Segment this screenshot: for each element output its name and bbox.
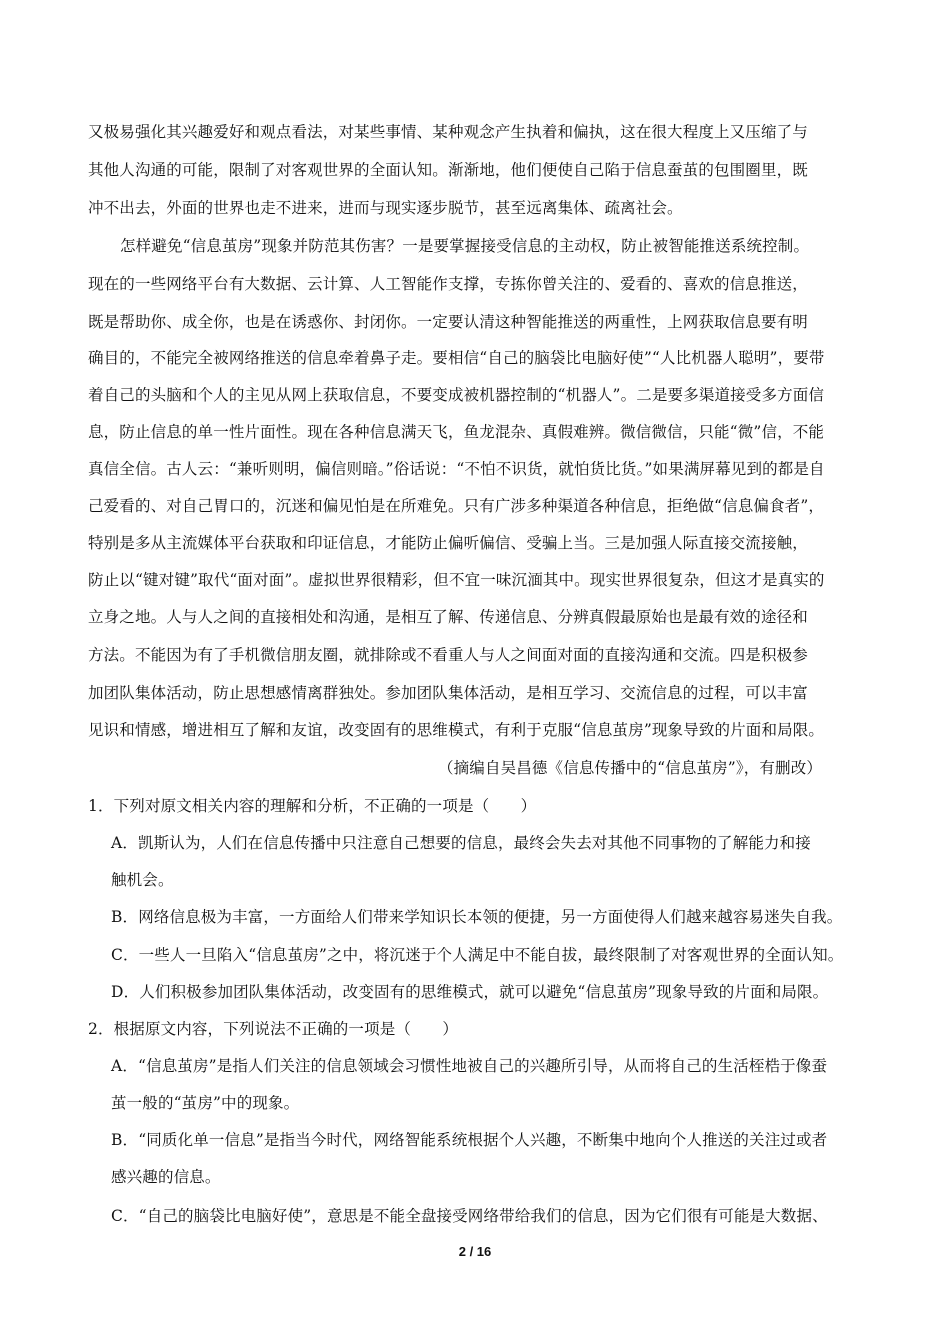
passage-line: 其他人沟通的可能，限制了对客观世界的全面认知。渐渐地，他们便使自己陷于信息蚕茧的包围圈里，既 [88,161,808,179]
option-c: C．“自己的脑袋比电脑好使”，意思是不能全盘接受网络带给我们的信息，因为它们很有可能是大数据、 [111,1207,828,1225]
passage-line: 立身之地。人与人之间的直接相处和沟通，是相互了解、传递信息、分辨真假最原始也是最有效的途径和 [88,608,808,626]
passage-line: 方法。不能因为有了手机微信朋友圈，就排除或不看重人与人之间面对面的直接沟通和交流。四是积极参 [88,646,808,664]
option-d: D．人们积极参加团队集体活动，改变固有的思维模式，就可以避免“信息茧房”现象导致的片面和局限。 [111,983,829,1001]
passage-line: 息，防止信息的单一性片面性。现在各种信息满天飞，鱼龙混杂、真假难辨。微信微信，只能“微”信，不能 [88,423,825,441]
option-a-continued: 茧一般的“茧房”中的现象。 [111,1094,300,1112]
passage-line: 着自己的头脑和个人的主见从网上获取信息，不要变成被机器控制的“机器人”。二是要多渠道接受多方面信 [88,386,825,404]
passage-paragraph-start: 怎样避免“信息茧房”现象并防范其伤害？一是要掌握接受信息的主动权，防止被智能推送系统控制。 [120,237,810,255]
option-a: A．凯斯认为，人们在信息传播中只注意自己想要的信息，最终会失去对其他不同事物的了解能力和接 [111,834,811,852]
passage-source: （摘编自吴昌德《信息传播中的“信息茧房”》，有删改） [438,759,822,777]
passage-line: 己爱看的、对自己胃口的，沉迷和偏见怕是在所难免。只有广涉多种渠道各种信息，拒绝做“信息偏食者”， [88,497,825,515]
question-stem: 1．下列对原文相关内容的理解和分析，不正确的一项是（ ） [88,797,537,815]
passage-line: 确目的，不能完全被网络推送的信息牵着鼻子走。要相信“自己的脑袋比电脑好使”“人比机器人聪明”，要带 [88,349,825,367]
passage-line: 防止以“键对键”取代“面对面”。虚拟世界很精彩，但不宜一味沉湎其中。现实世界很复杂，但这才是真实的 [88,571,825,589]
option-c: C．一些人一旦陷入“信息茧房”之中，将沉迷于个人满足中不能自拔，最终限制了对客观世界的全面认知。 [111,946,844,964]
page-number: 2 / 16 [458,1244,492,1259]
passage-line: 又极易强化其兴趣爱好和观点看法，对某些事情、某种观念产生执着和偏执，这在很大程度上又压缩了与 [88,123,808,141]
option-a-continued: 触机会。 [111,871,174,889]
passage-line: 真信全信。古人云：“兼听则明，偏信则暗。”俗话说：“不怕不识货，就怕货比货。”如果满屏幕见到的都是自 [88,460,825,478]
passage-line: 见识和情感，增进相互了解和友谊，改变固有的思维模式，有利于克服“信息茧房”现象导致的片面和局限。 [88,721,825,739]
passage-line: 特别是多从主流媒体平台获取和印证信息，才能防止偏听偏信、受骗上当。三是加强人际直接交流接触， [88,534,808,552]
passage-line: 冲不出去，外面的世界也走不进来，进而与现实逐步脱节，甚至远离集体、疏离社会。 [88,199,683,217]
option-b-continued: 感兴趣的信息。 [111,1168,221,1186]
passage-line: 既是帮助你、成全你，也是在诱惑你、封闭你。一定要认清这种智能推送的两重性，上网获取信息要有明 [88,313,808,331]
option-a: A．“信息茧房”是指人们关注的信息领域会习惯性地被自己的兴趣所引导，从而将自己的生活桎梏于像蚕 [111,1057,828,1075]
question-stem: 2．根据原文内容，下列说法不正确的一项是（ ） [88,1020,458,1038]
passage-line: 现在的一些网络平台有大数据、云计算、人工智能作支撑，专拣你曾关注的、爱看的、喜欢的信息推送， [88,275,808,293]
option-b: B．“同质化单一信息”是指当今时代，网络智能系统根据个人兴趣，不断集中地向个人推送的关注过或者 [111,1131,828,1149]
passage-line: 加团队集体活动，防止思想感情离群独处。参加团队集体活动，是相互学习、交流信息的过程，可以丰富 [88,684,808,702]
option-b: B．网络信息极为丰富，一方面给人们带来学知识长本领的便捷，另一方面使得人们越来越容易迷失自我。 [111,908,843,926]
